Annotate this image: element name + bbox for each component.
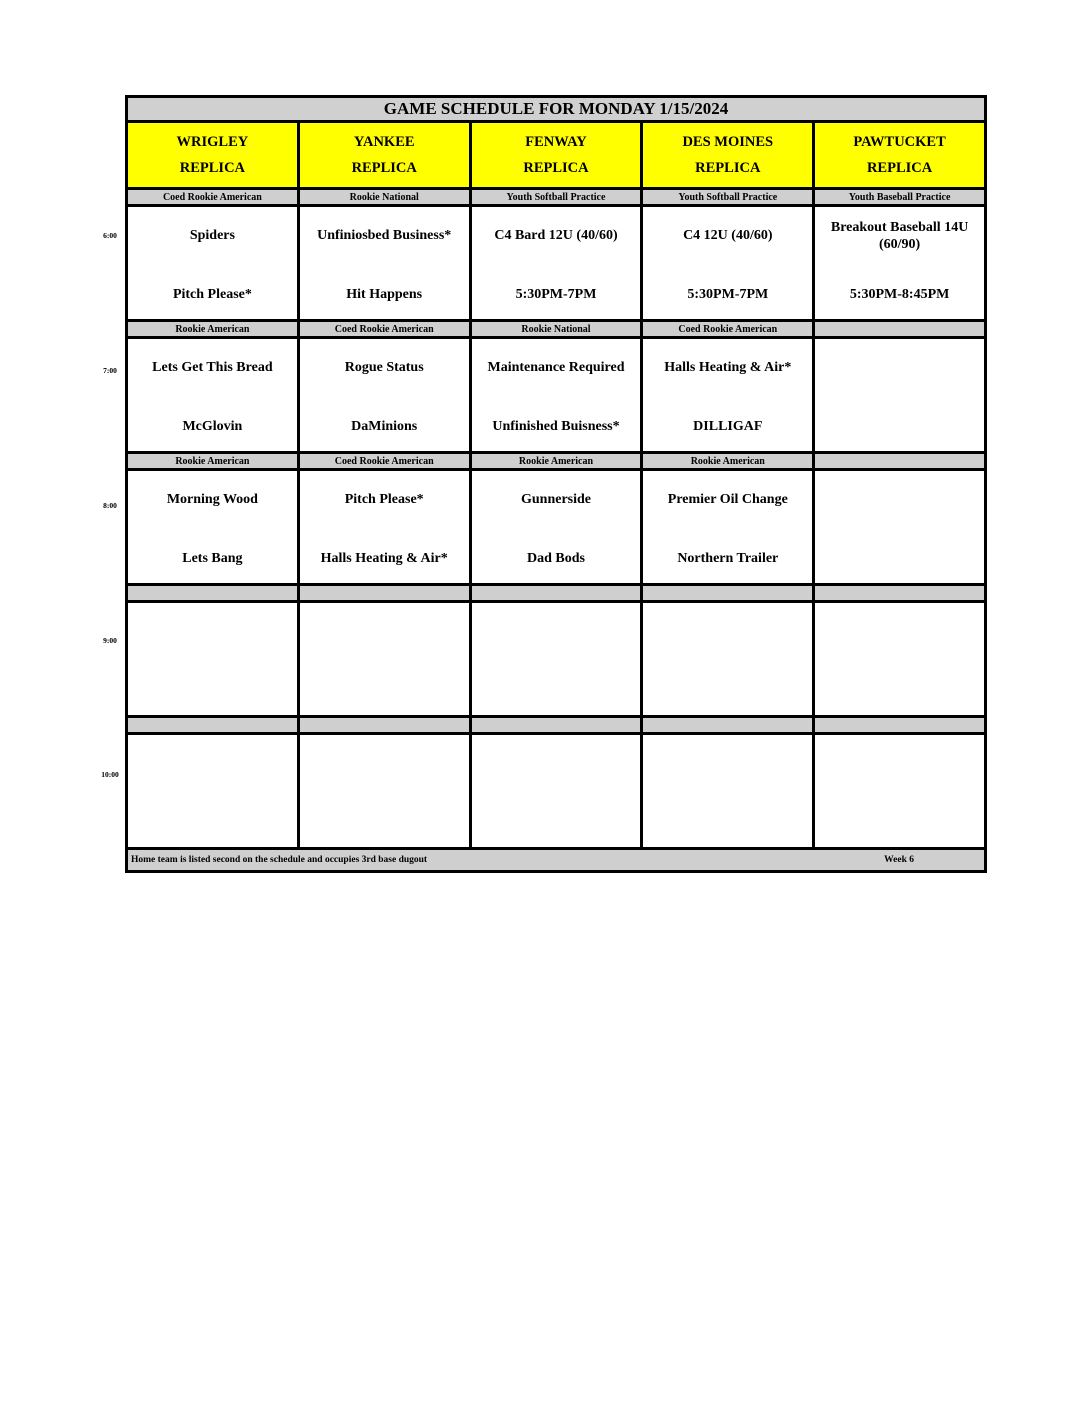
- division-label: Rookie National: [298, 189, 470, 206]
- field-header-pawtucket: [814, 122, 986, 189]
- home-team: McGlovin: [182, 419, 243, 434]
- game-cell: [298, 206, 470, 321]
- field-header-wrigley: [127, 122, 299, 189]
- game-cell: [814, 206, 986, 321]
- game-cell: [814, 734, 986, 849]
- away-team: Morning Wood: [166, 492, 258, 507]
- division-label: Rookie American: [642, 453, 814, 470]
- field-sub: REPLICA: [351, 160, 417, 176]
- home-team-note: Home team is listed second on the schedule and occupies 3rd base dugout: [131, 855, 428, 865]
- game-cell: [298, 602, 470, 717]
- division-label: [814, 585, 986, 602]
- game-cell: [814, 338, 986, 453]
- home-team: DILLIGAF: [693, 419, 763, 434]
- home-team: DaMinions: [351, 419, 418, 434]
- away-team: Halls Heating & Air*: [664, 360, 792, 375]
- home-team: Halls Heating & Air*: [320, 551, 448, 566]
- home-team: Northern Trailer: [677, 551, 779, 566]
- game-cell: [642, 470, 814, 585]
- schedule-footer: [127, 849, 986, 872]
- division-label: [298, 585, 470, 602]
- division-label: Youth Baseball Practice: [814, 189, 986, 206]
- game-cell: [298, 338, 470, 453]
- division-label: [127, 585, 299, 602]
- field-name: DES MOINES: [682, 134, 774, 150]
- week-label: Week 6: [884, 855, 914, 865]
- away-team: C4 Bard 12U (40/60): [494, 228, 618, 243]
- game-cell: [470, 470, 642, 585]
- division-label: [470, 717, 642, 734]
- away-team: C4 12U (40/60): [683, 228, 773, 243]
- division-label: Rookie National: [470, 321, 642, 338]
- field-header-fenway: [470, 122, 642, 189]
- division-label: Coed Rookie American: [298, 321, 470, 338]
- division-label: [814, 453, 986, 470]
- away-team: Unfiniosbed Business*: [317, 228, 452, 243]
- division-label: Youth Softball Practice: [470, 189, 642, 206]
- division-label: Coed Rookie American: [127, 189, 299, 206]
- field-header-des-moines: [642, 122, 814, 189]
- away-team: Spiders: [189, 228, 235, 243]
- schedule-title: GAME SCHEDULE FOR MONDAY 1/15/2024: [127, 97, 986, 122]
- game-cell: [127, 338, 299, 453]
- game-cell: [642, 206, 814, 321]
- division-label: Rookie American: [127, 453, 299, 470]
- field-name: WRIGLEY: [176, 134, 249, 150]
- game-cell: [127, 206, 299, 321]
- game-cell: [470, 734, 642, 849]
- division-label: [642, 717, 814, 734]
- away-team: Premier Oil Change: [667, 492, 788, 507]
- division-label: [814, 321, 986, 338]
- home-team: 5:30PM-7PM: [687, 287, 769, 302]
- time-label: 7:00: [103, 366, 117, 375]
- division-label: [470, 585, 642, 602]
- time-label: 8:00: [103, 501, 117, 510]
- away-team: Rogue Status: [344, 360, 424, 375]
- division-label: [814, 717, 986, 734]
- game-cell: [298, 734, 470, 849]
- time-label: 9:00: [103, 636, 117, 645]
- division-label: [642, 585, 814, 602]
- game-cell: [814, 602, 986, 717]
- away-team: Pitch Please*: [344, 492, 424, 507]
- game-cell: [470, 602, 642, 717]
- field-sub: REPLICA: [523, 160, 589, 176]
- division-label: Youth Softball Practice: [642, 189, 814, 206]
- schedule-sheet: [125, 95, 987, 873]
- home-team: Pitch Please*: [172, 287, 252, 302]
- game-cell: [470, 338, 642, 453]
- game-cell: [127, 470, 299, 585]
- away-team: Breakout Baseball 14U (60/90): [830, 220, 969, 252]
- field-sub: REPLICA: [695, 160, 761, 176]
- time-label: 10:00: [101, 770, 119, 779]
- home-team: Unfinished Buisness*: [492, 419, 620, 434]
- field-sub: REPLICA: [179, 160, 246, 176]
- field-name: FENWAY: [525, 134, 587, 150]
- game-cell: [298, 470, 470, 585]
- game-cell: [642, 734, 814, 849]
- away-team: Maintenance Required: [487, 360, 625, 375]
- game-cell: [814, 470, 986, 585]
- game-cell: [127, 602, 299, 717]
- time-label: 6:00: [103, 231, 117, 240]
- division-label: [298, 717, 470, 734]
- division-label: Coed Rookie American: [642, 321, 814, 338]
- division-label: Rookie American: [470, 453, 642, 470]
- field-name: YANKEE: [353, 134, 415, 150]
- game-cell: [127, 734, 299, 849]
- field-name: PAWTUCKET: [853, 134, 946, 150]
- game-cell: [642, 338, 814, 453]
- home-team: 5:30PM-7PM: [515, 287, 597, 302]
- field-sub: REPLICA: [866, 160, 933, 176]
- field-header-yankee: [298, 122, 470, 189]
- division-label: Rookie American: [127, 321, 299, 338]
- division-label: [127, 717, 299, 734]
- home-team: Dad Bods: [527, 551, 585, 566]
- home-team: Hit Happens: [346, 287, 423, 302]
- home-team: Lets Bang: [182, 551, 243, 566]
- game-cell: [642, 602, 814, 717]
- away-team: Gunnerside: [520, 492, 591, 507]
- home-team: 5:30PM-8:45PM: [849, 287, 950, 302]
- game-cell: [470, 206, 642, 321]
- division-label: Coed Rookie American: [298, 453, 470, 470]
- schedule-table: [125, 95, 987, 873]
- away-team: Lets Get This Bread: [152, 360, 273, 375]
